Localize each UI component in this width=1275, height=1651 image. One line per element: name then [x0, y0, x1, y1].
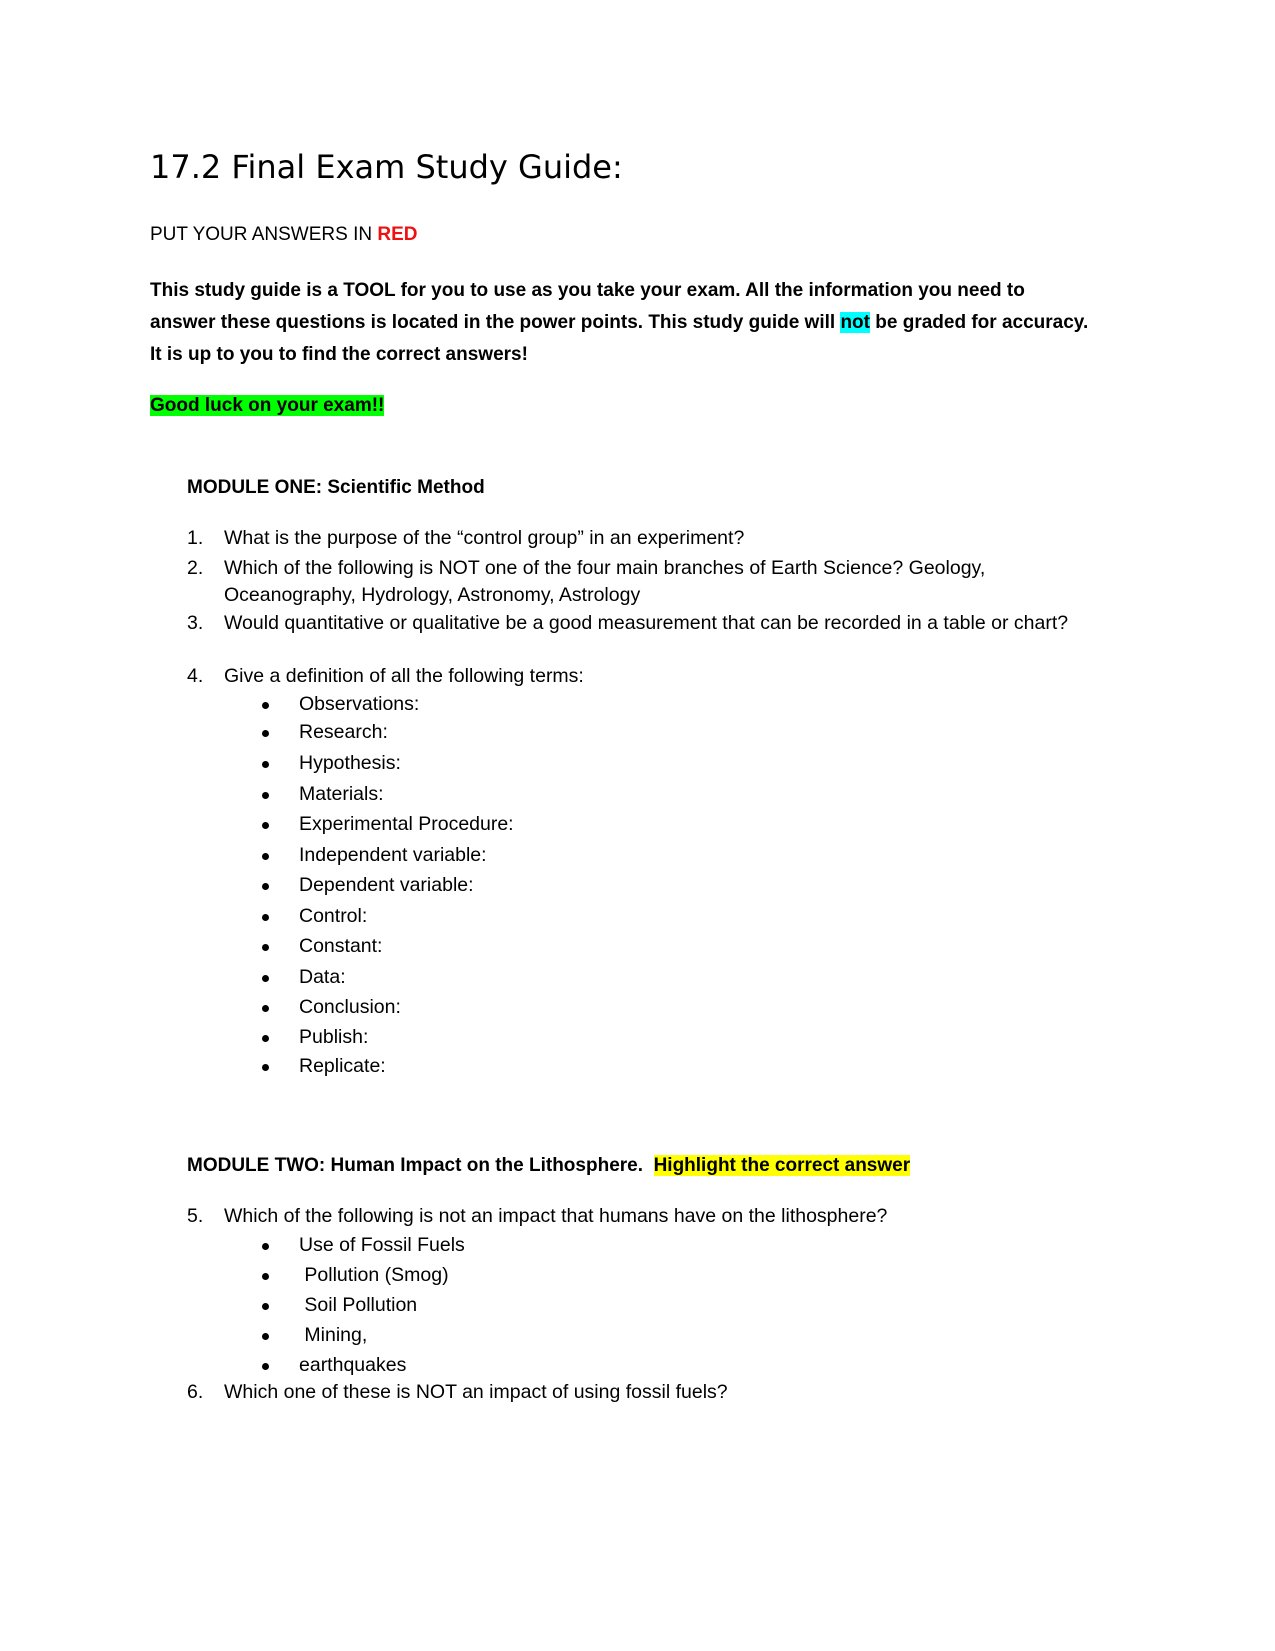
term-label: Hypothesis: — [299, 752, 401, 774]
question-2 — [187, 555, 1077, 609]
intro-text-start: This study guide is a TOOL for you to use as you take your exam. All the information you need to answer these questions is located in the power points. This study guide will — [150, 280, 1025, 333]
answer-option[interactable] — [262, 1233, 465, 1257]
term-item — [262, 812, 514, 836]
question-number: 5. — [187, 1205, 204, 1227]
bullet-icon — [262, 914, 269, 921]
term-item — [262, 965, 346, 989]
term-item — [262, 934, 382, 958]
bullet-icon — [262, 1005, 269, 1012]
term-label: Research: — [299, 721, 388, 743]
term-label: Dependent variable: — [299, 874, 474, 896]
good-luck-text: Good luck on your exam!! — [150, 395, 385, 416]
highlight-instruction: Highlight the correct answer — [653, 1155, 911, 1176]
bullet-icon — [262, 975, 269, 982]
bullet-icon — [262, 1273, 269, 1280]
term-item — [262, 751, 401, 775]
question-text: Which of the following is not an impact that humans have on the lithosphere? — [224, 1205, 888, 1227]
module-two-title: MODULE TWO: Human Impact on the Lithosphere. — [187, 1155, 643, 1176]
term-item — [262, 782, 384, 806]
bullet-icon — [262, 853, 269, 860]
answer-instruction — [150, 223, 417, 247]
good-luck-note — [150, 393, 384, 419]
answer-option[interactable] — [262, 1293, 417, 1317]
question-number: 2. — [187, 557, 204, 579]
term-item — [262, 1025, 368, 1049]
term-item — [262, 995, 401, 1019]
question-4 — [187, 663, 1077, 690]
term-label: Observations: — [299, 693, 420, 715]
term-item — [262, 692, 419, 716]
term-label: Publish: — [299, 1026, 369, 1048]
term-label: Conclusion: — [299, 996, 401, 1018]
bullet-icon — [262, 883, 269, 890]
bullet-icon — [262, 1303, 269, 1310]
intro-text-end: be graded for accuracy. It is up to you to find the correct answers! — [150, 312, 1089, 365]
bullet-icon — [262, 1243, 269, 1250]
bullet-icon — [262, 944, 269, 951]
term-label: Materials: — [299, 783, 384, 805]
option-label: earthquakes — [299, 1354, 407, 1376]
intro-highlighted-word: not — [840, 312, 870, 333]
question-6 — [187, 1379, 1077, 1406]
bullet-icon — [262, 761, 269, 768]
question-text: What is the purpose of the “control group” in an experiment? — [224, 527, 745, 549]
answer-option[interactable] — [262, 1323, 367, 1347]
term-label: Control: — [299, 905, 368, 927]
bullet-icon — [262, 1064, 269, 1071]
option-label: Use of Fossil Fuels — [299, 1234, 465, 1256]
question-text: Would quantitative or qualitative be a good measurement that can be recorded in a table or chart? — [224, 612, 1069, 634]
term-item — [262, 1054, 386, 1078]
intro-paragraph — [150, 275, 1090, 371]
question-number: 1. — [187, 527, 204, 549]
term-item — [262, 873, 474, 897]
question-5 — [187, 1203, 1077, 1230]
bullet-icon — [262, 702, 269, 709]
answer-option[interactable] — [262, 1263, 449, 1287]
module-one-heading: MODULE ONE: Scientific Method — [187, 477, 485, 498]
answer-option[interactable] — [262, 1353, 406, 1377]
question-text: Give a definition of all the following terms: — [224, 665, 584, 687]
question-1 — [187, 525, 1077, 552]
module-two-heading — [187, 1153, 910, 1179]
term-item — [262, 720, 388, 744]
question-number: 4. — [187, 665, 204, 687]
question-3 — [187, 610, 1077, 637]
question-text: Which one of these is NOT an impact of using fossil fuels? — [224, 1381, 728, 1403]
instruction-red-word: RED — [377, 224, 418, 245]
question-text: Which of the following is NOT one of the four main branches of Earth Science? Geology, Oceanography, Hydrology, Astronomy, Astrology — [224, 557, 986, 606]
term-label: Independent variable: — [299, 844, 487, 866]
term-label: Constant: — [299, 935, 383, 957]
option-label: Soil Pollution — [299, 1294, 418, 1316]
term-label: Replicate: — [299, 1055, 386, 1077]
bullet-icon — [262, 1035, 269, 1042]
option-label: Mining, — [299, 1324, 368, 1346]
bullet-icon — [262, 730, 269, 737]
bullet-icon — [262, 792, 269, 799]
question-number: 6. — [187, 1381, 204, 1403]
bullet-icon — [262, 1333, 269, 1340]
page-title: 17.2 Final Exam Study Guide: — [150, 148, 623, 186]
bullet-icon — [262, 822, 269, 829]
term-item — [262, 843, 487, 867]
option-label: Pollution (Smog) — [299, 1264, 449, 1286]
bullet-icon — [262, 1363, 269, 1370]
question-number: 3. — [187, 612, 204, 634]
term-item — [262, 904, 367, 928]
term-label: Data: — [299, 966, 346, 988]
term-label: Experimental Procedure: — [299, 813, 514, 835]
instruction-text: PUT YOUR ANSWERS IN — [150, 224, 378, 245]
